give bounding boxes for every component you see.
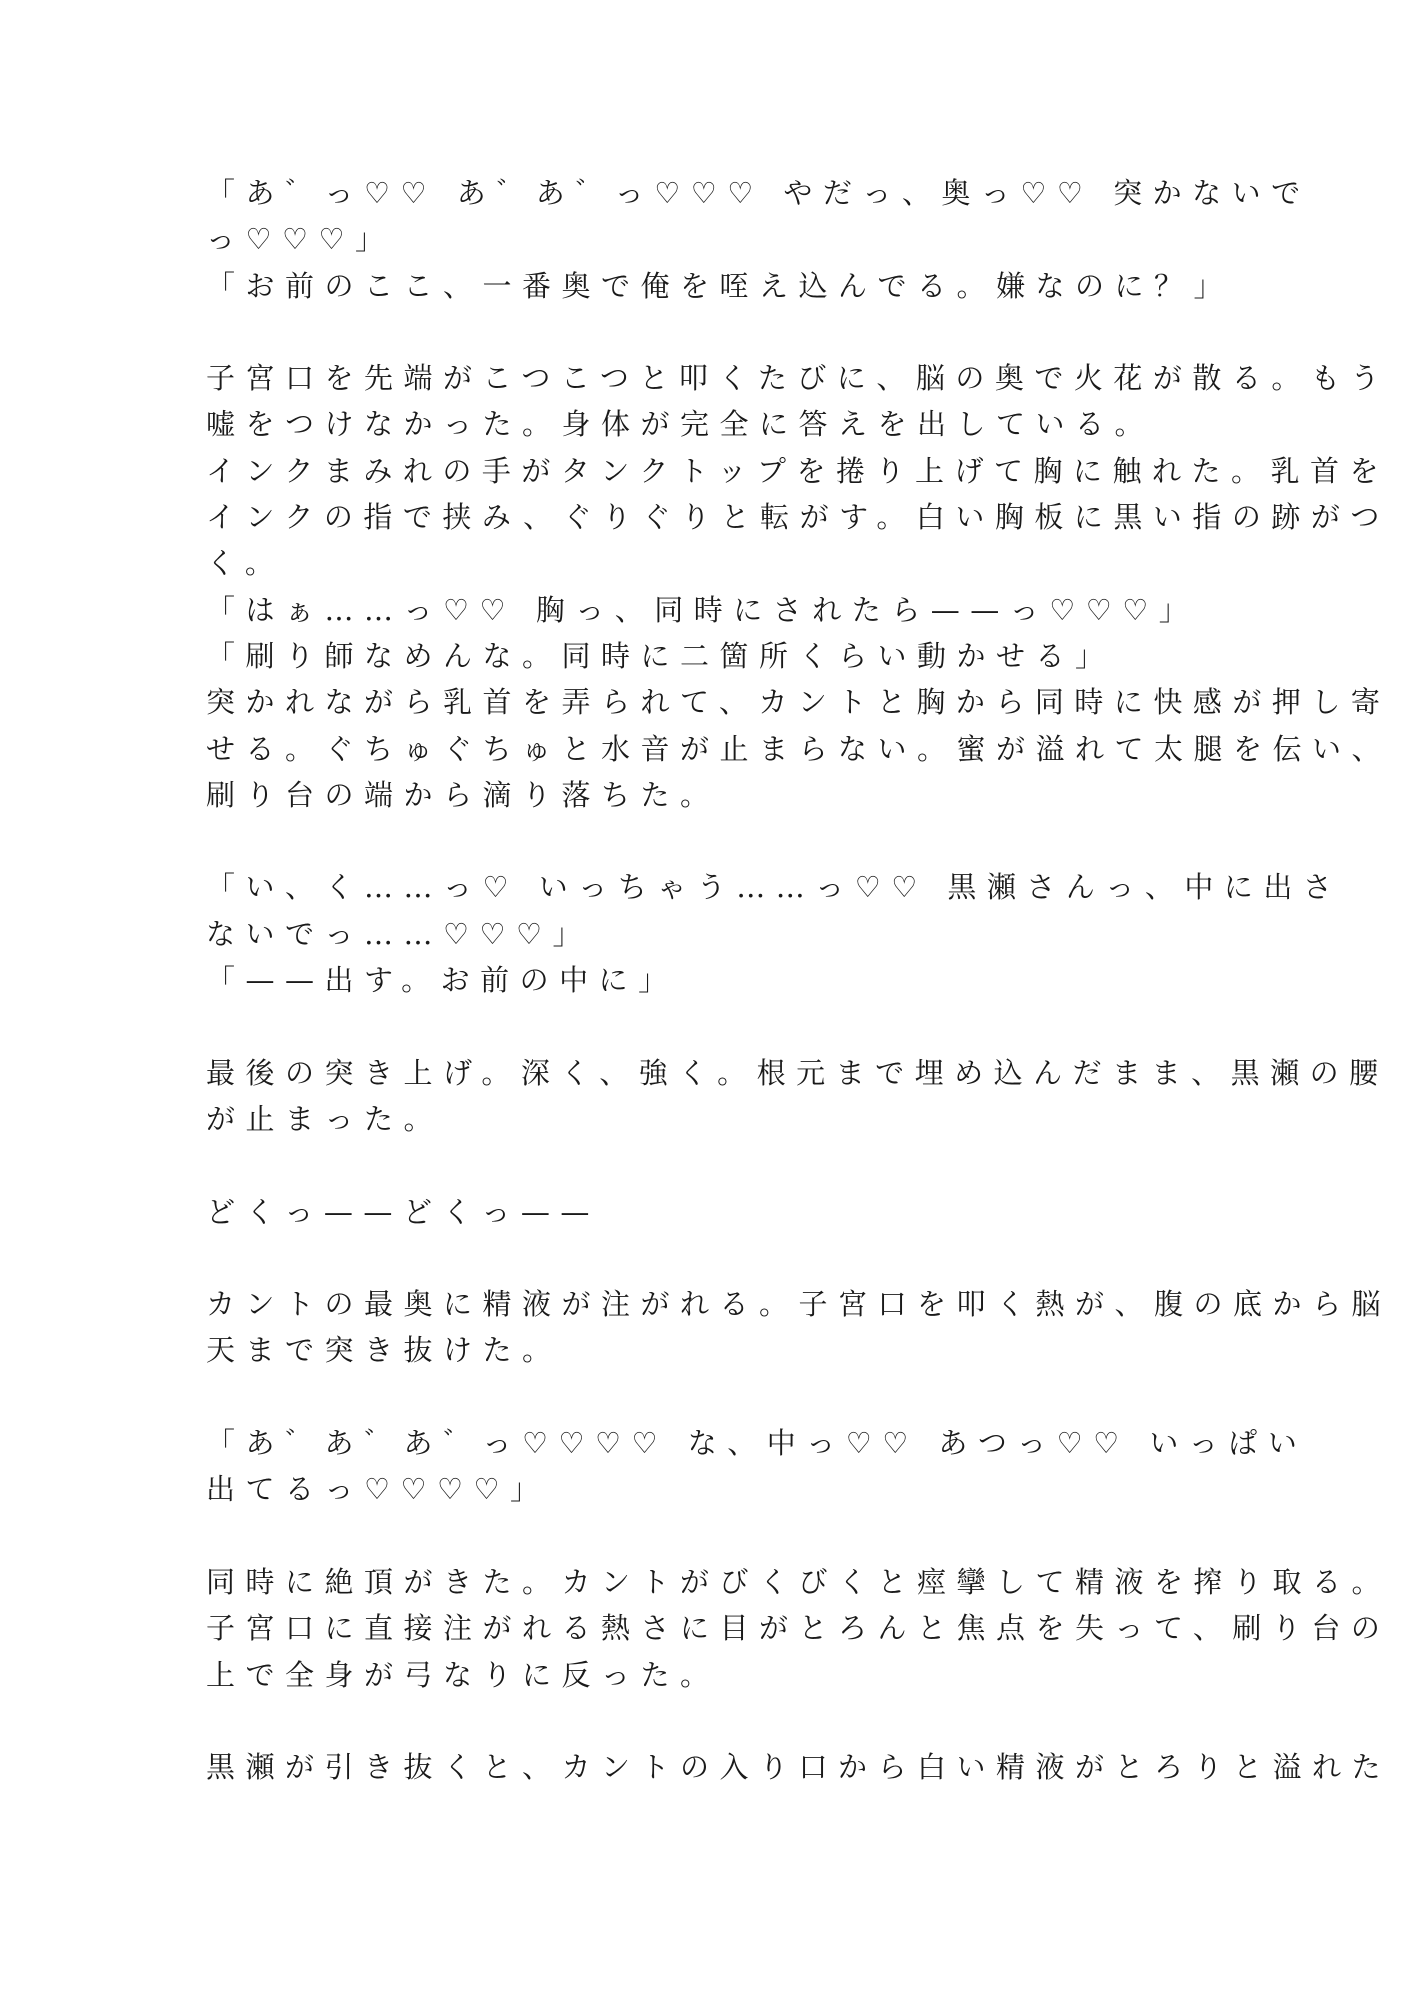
text-line: が止まった。	[206, 1101, 444, 1136]
text-line: せる。ぐちゅぐちゅと水音が止まらない。蜜が溢れて太腿を伝い、	[206, 731, 1392, 766]
blank-line	[206, 1374, 1206, 1420]
text-line: インクの指で挟み、ぐりぐりと転がす。白い胸板に黒い指の跡がつ	[206, 500, 1390, 535]
text-line: 「い、く……っ♡ いっちゃう……っ♡♡ 黒瀬さんっ、中に出さ	[206, 870, 1343, 905]
blank-line	[206, 1235, 1206, 1281]
text-line: 「刷り師なめんな。同時に二箇所くらい動かせる」	[206, 638, 1115, 673]
text-line: 「あ゛っ♡♡ あ゛あ゛っ♡♡♡ やだっ、奥っ♡♡ 突かないで	[206, 176, 1311, 210]
blank-line	[206, 1513, 1206, 1559]
text-line: どくっ——どくっ——	[206, 1194, 600, 1229]
text-line: 「はぁ……っ♡♡ 胸っ、同時にされたら——っ♡♡♡」	[206, 592, 1199, 627]
blank-line	[206, 1142, 1206, 1188]
text-line: ないでっ……♡♡♡」	[206, 916, 592, 951]
text-line: 子宮口に直接注がれる熱さに目がとろんと焦点を失って、刷り台の	[206, 1611, 1391, 1646]
document-body	[206, 170, 1392, 1790]
text-line: カントの最奥に精液が注がれる。子宮口を叩く熱が、腹の底から脳	[206, 1287, 1392, 1322]
text-line: 上で全身が弓なりに反った。	[206, 1657, 720, 1692]
text-line: く。	[206, 546, 285, 581]
blank-line	[206, 309, 1206, 355]
text-line: 出てるっ♡♡♡♡」	[206, 1472, 550, 1507]
text-line: 「——出す。お前の中に」	[206, 963, 678, 998]
text-line: 刷り台の端から滴り落ちた。	[206, 777, 720, 812]
text-line: 天まで突き抜けた。	[206, 1333, 562, 1368]
text-line: 嘘をつけなかった。身体が完全に答えを出している。	[206, 407, 1155, 442]
text-line: 突かれながら乳首を弄られて、カントと胸から同時に快感が押し寄	[206, 685, 1391, 720]
text-line: 「お前のここ、一番奥で俺を咥え込んでる。嫌なのに？」	[206, 268, 1234, 303]
text-line: インクまみれの手がタンクトップを捲り上げて胸に触れた。乳首を	[206, 453, 1389, 488]
blank-line	[206, 1698, 1206, 1744]
text-line: 子宮口を先端がこつこつと叩くたびに、脳の奥で火花が散る。もう	[206, 361, 1390, 396]
text-line: 最後の突き上げ。深く、強く。根元まで埋め込んだまま、黒瀬の腰	[206, 1055, 1389, 1090]
blank-line	[206, 818, 1206, 864]
text-line: 「あ゛あ゛あ゛っ♡♡♡♡ な、中っ♡♡ あつっ♡♡ いっぱい	[206, 1426, 1308, 1461]
text-line: 同時に絶頂がきた。カントがびくびくと痙攣して精液を搾り取る。	[206, 1564, 1392, 1599]
blank-line	[206, 1003, 1206, 1049]
text-line: っ♡♡♡」	[206, 222, 395, 257]
text-line: 黒瀬が引き抜くと、カントの入り口から白い精液がとろりと溢れた	[206, 1750, 1392, 1785]
